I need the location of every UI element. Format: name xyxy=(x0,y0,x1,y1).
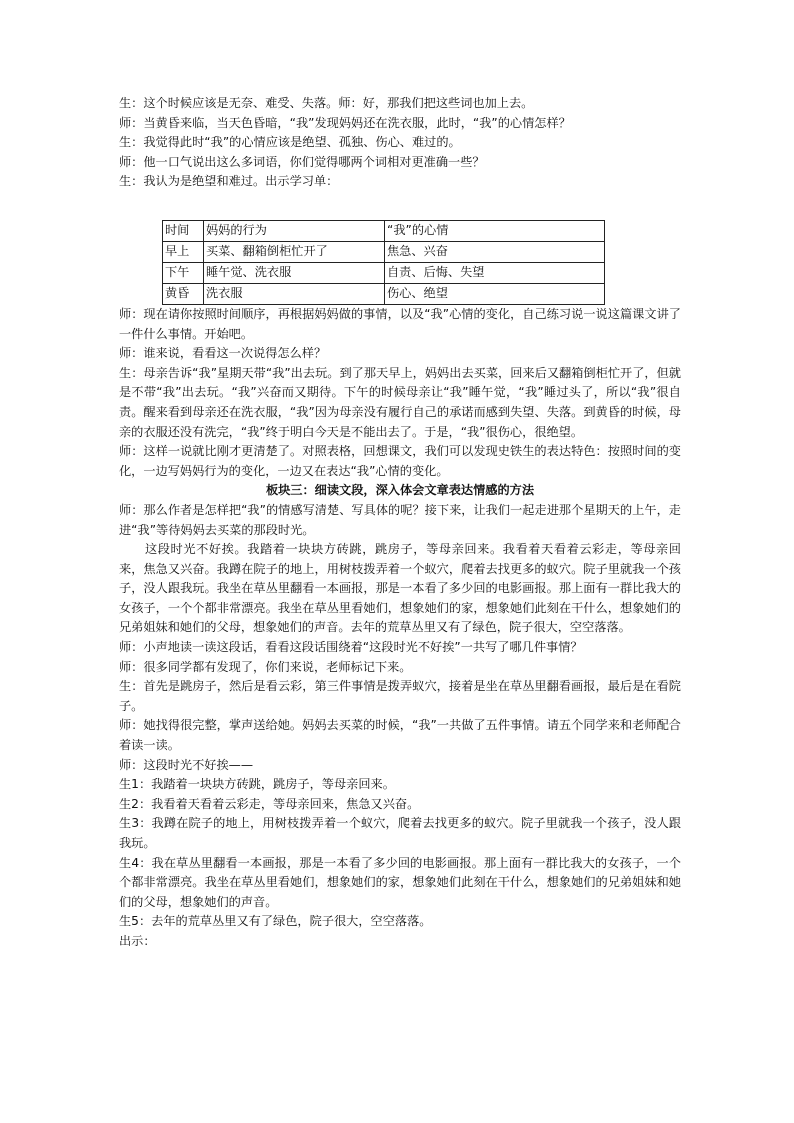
dialogue-line: 生：我觉得此时“我”的心情应该是绝望、孤独、伤心、难过的。 xyxy=(119,135,461,150)
dialogue-line: 生5：去年的荒草丛里又有了绿色，院子很大，空空落落。 xyxy=(119,914,432,929)
dialogue-line: 生2：我看着天看着云彩走，等母亲回来，焦急又兴奋。 xyxy=(119,796,420,811)
study-sheet-table xyxy=(162,220,605,305)
table-header-cell: 时间 xyxy=(163,220,204,241)
dialogue-line: 生1：我踏着一块块方砖跳，跳房子，等母亲回来。 xyxy=(119,777,395,792)
table-cell: 黄昏 xyxy=(163,283,204,304)
table-row xyxy=(163,262,605,283)
dialogue-line: 师：那么作者是怎样把“我”的情感写清楚、写具体的呢？接下来，让我们一起走进那个星期天的上午，走进“我”等待妈妈去买菜的那段时光。 xyxy=(119,502,681,537)
table-row xyxy=(163,241,605,262)
table-cell: 睡午觉、洗衣服 xyxy=(204,262,385,283)
section-heading: 板块三：细读文段，深入体会文章表达情感的方法 xyxy=(265,483,535,498)
dialogue-line: 生：这个时候应该是无奈、难受、失落。师：好，那我们把这些词也加上去。 xyxy=(119,96,534,110)
table-row xyxy=(163,283,605,304)
table-header-cell: 妈妈的行为 xyxy=(204,220,385,241)
text-passage: 这段时光不好挨。我踏着一块块方砖跳，跳房子，等母亲回来。我看着天看着云彩走，等母亲回来，焦急又兴奋。我蹲在院子的地上，用树枝拨弄着一个蚁穴，爬着去找更多的蚁穴。院子里就我一个孩子，没人跟我玩。我坐在草丛里翻看一本画报，那是一本看了多少回的电影画报。那上面有一群比我大的女孩子，一个个都非常漂亮。我坐在草丛里看她们，想象她们的家，想象她们此刻在干什么，想象她们的兄弟姐妹和她们的父母，想象她们的声音。去年的荒草丛里又有了绿色，院子很大，空空落落。 xyxy=(119,542,681,635)
table-header-row xyxy=(163,220,605,241)
dialogue-line: 师：这段时光不好挨—— xyxy=(119,757,254,772)
table-cell: 下午 xyxy=(163,262,204,283)
table-cell: 自责、后悔、失望 xyxy=(385,262,605,283)
dialogue-line: 生：母亲告诉“我”星期天带“我”出去玩。到了那天早上，妈妈出去买菜，回来后又翻箱倒柜忙开了，但就是不带“我”出去玩。“我”兴奋而又期待。下午的时候母亲让“我”睡午觉，“我”睡过头了，所以“我”很自责。醒来看到母亲还在洗衣服，“我”因为母亲没有履行自己的承诺而感到失望、失落。到黄昏的时候，母亲的衣服还没有洗完，“我”终于明白今天是不能出去了。于是，“我”很伤心，很绝望。 xyxy=(119,365,681,439)
document-page xyxy=(119,94,681,952)
dialogue-line: 师：当黄昏来临，当天色昏暗，“我”发现妈妈还在洗衣服，此时，“我”的心情怎样？ xyxy=(119,115,571,130)
dialogue-line: 师：谁来说，看看这一次说得怎么样？ xyxy=(119,346,327,361)
table-cell: 买菜、翻箱倒柜忙开了 xyxy=(204,241,385,262)
dialogue-line: 师：小声地读一读这段话，看看这段话围绕着“这段时光不好挨”一共写了哪几件事情？ xyxy=(119,640,583,655)
spacer xyxy=(119,192,681,220)
dialogue-line: 出示： xyxy=(119,933,156,948)
dialogue-line: 生4：我在草丛里翻看一本画报，那是一本看了多少回的电影画报。那上面有一群比我大的女孩子，一个个都非常漂亮。我坐在草丛里看她们，想象她们的家，想象她们此刻在干什么，想象她们的兄弟姐妹和她们的父母，想象她们的声音。 xyxy=(119,855,681,909)
table-header-cell: “我”的心情 xyxy=(385,220,605,241)
dialogue-line: 生3：我蹲在院子的地上，用树枝拨弄着一个蚁穴，爬着去找更多的蚁穴。院子里就我一个孩子，没人跟我玩。 xyxy=(119,816,681,850)
dialogue-line: 师：现在请你按照时间顺序，再根据妈妈做的事情，以及“我”心情的变化，自己练习说一说这篇课文讲了一件什么事情。开始吧。 xyxy=(119,306,681,341)
table-cell: 焦急、兴奋 xyxy=(385,241,605,262)
dialogue-line: 生：首先是跳房子，然后是看云彩，第三件事情是拨弄蚁穴，接着是坐在草丛里翻看画报，最后是在看院子。 xyxy=(119,679,681,713)
table-cell: 早上 xyxy=(163,241,204,262)
table-cell: 洗衣服 xyxy=(204,283,385,304)
dialogue-line: 生：我认为是绝望和难过。出示学习单： xyxy=(119,174,339,189)
table-cell: 伤心、绝望 xyxy=(385,283,605,304)
dialogue-line: 师：很多同学都有发现了，你们来说，老师标记下来。 xyxy=(119,659,412,674)
dialogue-line: 师：他一口气说出这么多词语，你们觉得哪两个词相对更准确一些？ xyxy=(119,154,485,169)
dialogue-line: 师：她找得很完整，掌声送给她。妈妈去买菜的时候，“我”一共做了五件事情。请五个同学来和老师配合着读一读。 xyxy=(119,718,681,753)
dialogue-line: 师：这样一说就比刚才更清楚了。对照表格，回想课文，我们可以发现史铁生的表达特色：按照时间的变化，一边写妈妈行为的变化，一边又在表达“我”心情的变化。 xyxy=(119,444,681,478)
